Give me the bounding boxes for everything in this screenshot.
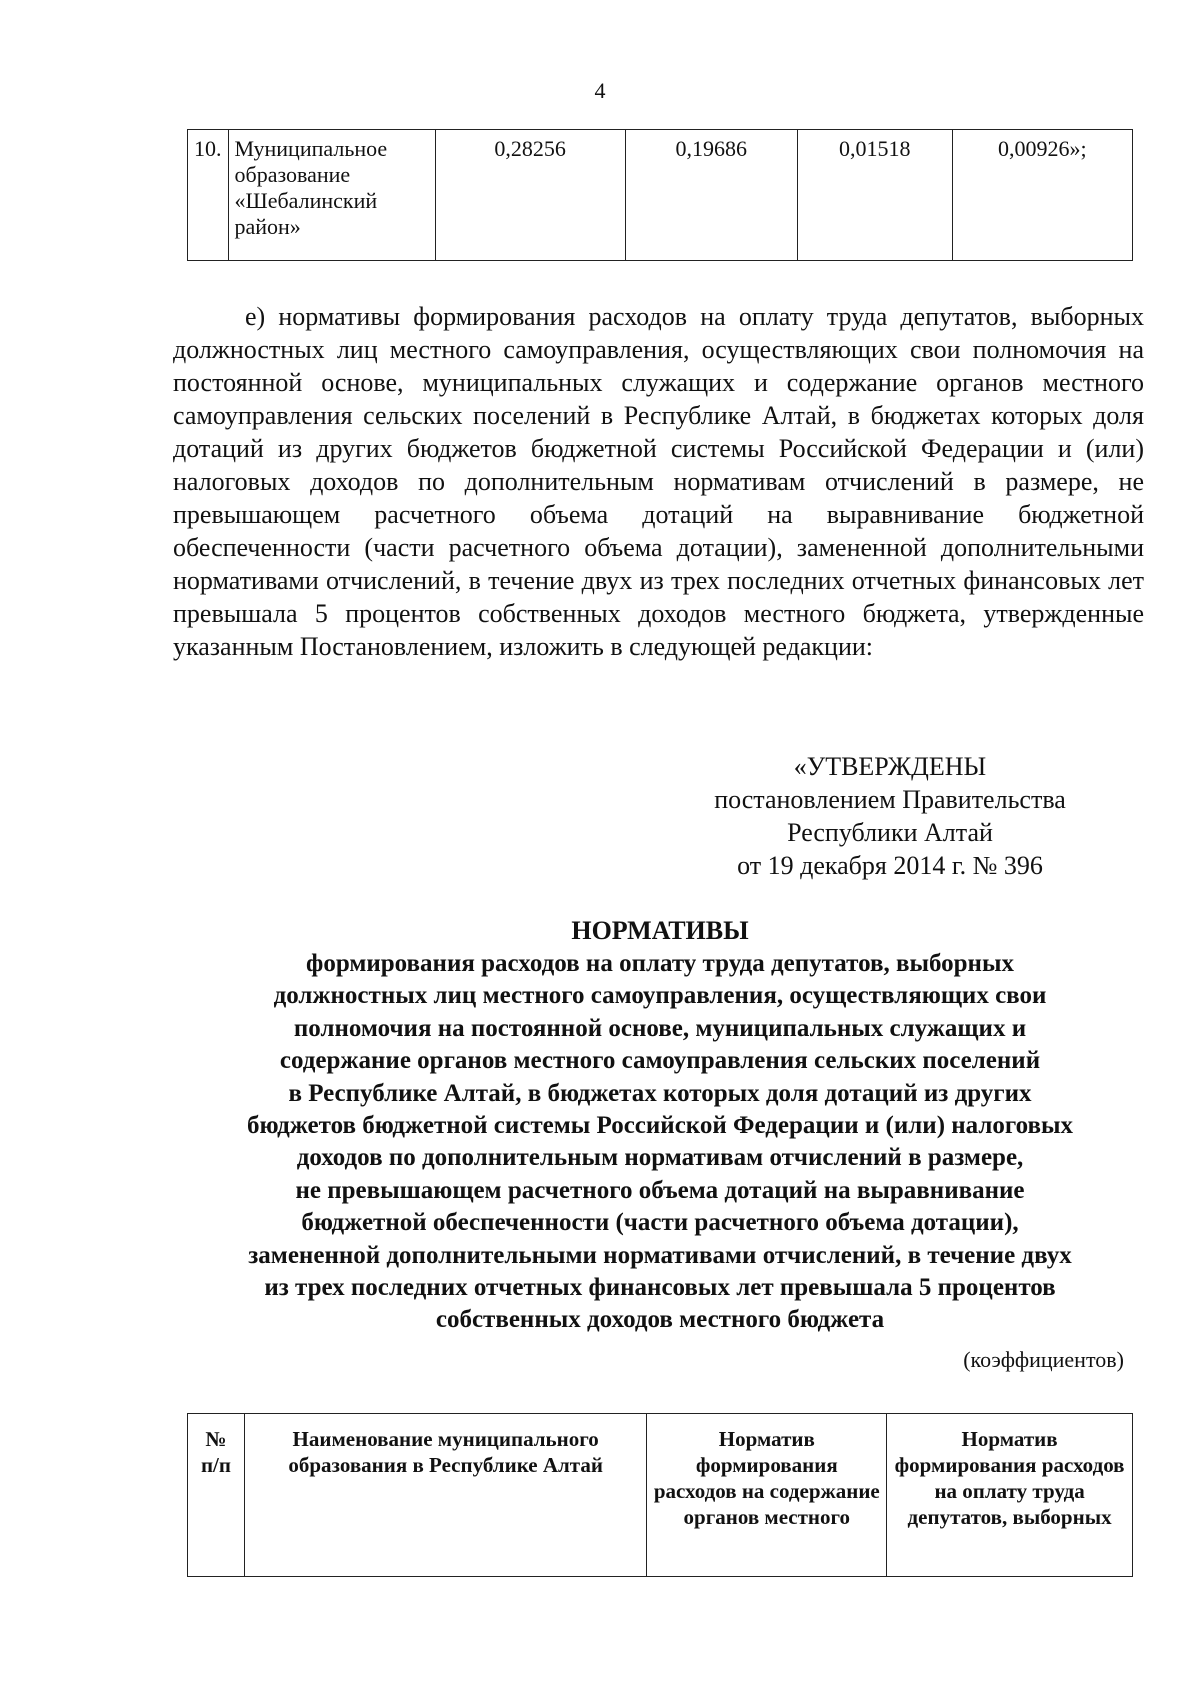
approval-line: Республики Алтай (787, 818, 993, 847)
approval-line: от 19 декабря 2014 г. № 396 (737, 851, 1043, 880)
page-number: 4 (594, 78, 606, 103)
column-header-maintenance: Норматив формирования расходов на содержание органов местного (647, 1414, 887, 1577)
column-header-municipality: Наименование муниципального образования в Республике Алтай (244, 1414, 646, 1577)
coefficients-table-continued (187, 129, 1133, 261)
subtitle-line: должностных лиц местного самоуправления, осуществляющих свои (273, 982, 1047, 1010)
approval-line: постановлением Правительства (714, 785, 1066, 814)
subtitle-line: содержание органов местного самоуправления сельских поселений (279, 1047, 1041, 1075)
subtitle-line: не превышающем расчетного объема дотаций на выравнивание (295, 1176, 1025, 1204)
document-title: НОРМАТИВЫ (571, 916, 749, 945)
subtitle-line: бюджетной обеспеченности (части расчетного объема дотации), (301, 1209, 1019, 1237)
column-header-salary: Норматив формирования расходов на оплату труда депутатов, выборных (887, 1414, 1133, 1577)
subtitle-line: полномочия на постоянной основе, муниципальных служащих и (293, 1014, 1027, 1042)
amendment-paragraph: е) нормативы формирования расходов на оплату труда депутатов, выборных должностных лиц местного самоуправления, осуществляющих свои полномочия на постоянной основе, муниципальных служащих и содержание органов местного самоуправления сельских поселений в Республике Алтай, в бюджетах которых доля дотаций из других бюджетов бюджетной системы Российской Федерации и (или) налоговых доходов по дополнительным нормативам отчислений в размере, не превышающем расчетного объема дотаций на выравнивание бюджетной обеспеченности (части расчетного объема дотации), замененной дополнительными нормативами отчислений, в течение двух из трех последних отчетных финансовых лет превышала 5 процентов собственных доходов местного бюджета, утвержденные указанным Постановлением, изложить в следующей редакции: (173, 302, 1144, 661)
subtitle-line: в Республике Алтай, в бюджетах которых доля дотаций из других (288, 1079, 1032, 1107)
subtitle-line: формирования расходов на оплату труда депутатов, выборных (306, 950, 1014, 977)
table-header-row (188, 1414, 1133, 1577)
approval-line: «УТВЕРЖДЕНЫ (793, 752, 987, 781)
coefficient-cell: 0,01518 (797, 130, 952, 261)
column-header-number: № п/п (188, 1414, 245, 1577)
coefficient-cell: 0,28256 (435, 130, 625, 261)
document-subtitle (180, 948, 1140, 1337)
normatives-table (187, 1413, 1133, 1577)
subtitle-line: собственных доходов местного бюджета (435, 1306, 885, 1334)
subtitle-line: из трех последних отчетных финансовых лет превышала 5 процентов (264, 1274, 1056, 1302)
coefficient-cell: 0,00926»; (952, 130, 1132, 261)
subtitle-line: бюджетов бюджетной системы Российской Федерации и (или) налоговых (246, 1112, 1074, 1140)
coefficient-cell: 0,19686 (625, 130, 797, 261)
row-number: 10. (188, 130, 229, 261)
approval-block (690, 750, 1090, 882)
municipality-name: Муниципальное образование «Шебалинский район» (228, 130, 435, 261)
subtitle-line: замененной дополнительными нормативами отчислений, в течение двух (248, 1241, 1072, 1269)
subtitle-line: доходов по дополнительным нормативам отчислений в размере, (296, 1144, 1024, 1172)
table-row (188, 130, 1133, 261)
units-label: (коэффициентов) (963, 1347, 1124, 1372)
